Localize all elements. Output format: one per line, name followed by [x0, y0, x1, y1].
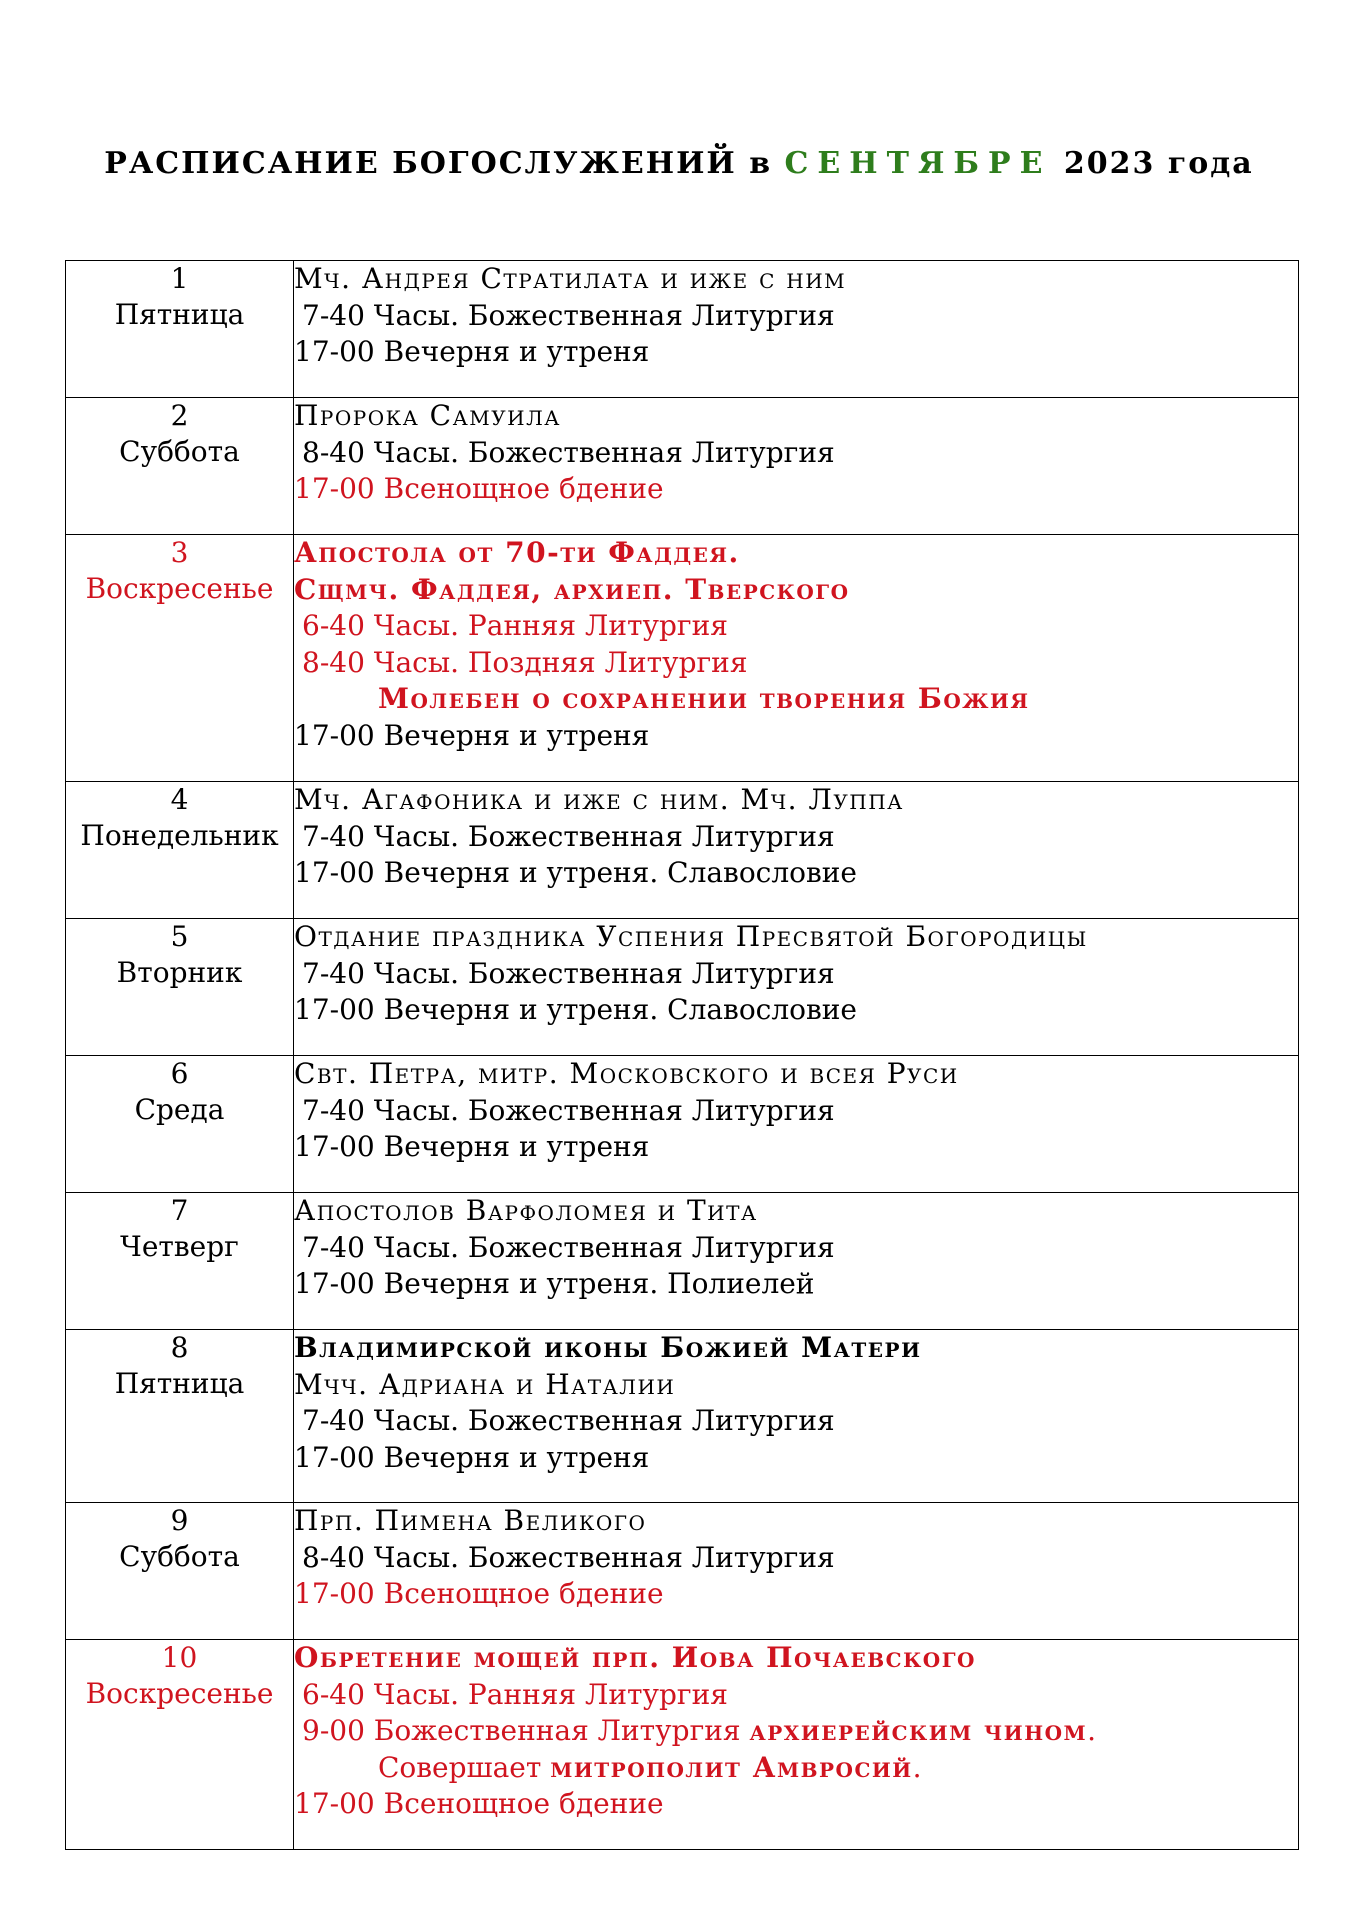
feast-name: Апостола от 70-ти Фаддея.: [294, 536, 740, 569]
title-year: 2023 года: [1063, 146, 1254, 181]
day-number: 6: [170, 1057, 189, 1090]
day-number: 1: [170, 262, 189, 295]
day-cell: [66, 1193, 294, 1330]
feast-name: Обретение мощей прп. Иова Почаевского: [294, 1641, 976, 1674]
services-cell: [294, 919, 1299, 1056]
day-cell: [66, 1056, 294, 1193]
services-cell: [294, 1056, 1299, 1193]
day-cell: [66, 1503, 294, 1640]
day-cell: [66, 535, 294, 782]
feast-name: Молебен о сохранении творения Божия: [378, 682, 1030, 715]
service-line: 7-40 Часы. Божественная Литургия: [302, 298, 835, 332]
weekday: Пятница: [114, 298, 245, 331]
schedule-row: [66, 1193, 1299, 1330]
service-line-part: .: [912, 1750, 922, 1784]
weekday: Пятница: [114, 1367, 245, 1400]
services-cell: [294, 782, 1299, 919]
service-line: 17-00 Вечерня и утреня: [294, 1130, 650, 1163]
schedule-row: [66, 261, 1299, 398]
services-cell: [294, 261, 1299, 398]
service-line-part: .: [1087, 1714, 1097, 1747]
schedule-row: [66, 1503, 1299, 1640]
services-cell: [294, 1503, 1299, 1640]
services-cell: [294, 1330, 1299, 1503]
service-line: 6-40 Часы. Ранняя Литургия: [302, 1677, 728, 1711]
day-number: 5: [170, 920, 189, 953]
feast-name: Отдание праздника Успения Пресвятой Богородицы: [294, 920, 1088, 953]
schedule-row: [66, 782, 1299, 919]
schedule-row: [66, 535, 1299, 782]
weekday: Среда: [134, 1093, 225, 1126]
schedule-row: [66, 919, 1299, 1056]
service-line: 17-00 Вечерня и утреня. Полиелей: [294, 1267, 815, 1300]
day-cell: [66, 1640, 294, 1850]
weekday: Суббота: [119, 435, 240, 468]
day-number: 2: [170, 399, 189, 432]
service-line-part: архиерейским чином: [749, 1714, 1088, 1747]
schedule-row: [66, 398, 1299, 535]
service-line: 17-00 Вечерня и утреня: [294, 335, 650, 368]
day-cell: [66, 782, 294, 919]
day-number: 7: [170, 1194, 189, 1227]
schedule-table: [65, 260, 1299, 1850]
service-line: [294, 1713, 1298, 1750]
service-line: 17-00 Всенощное бдение: [294, 472, 664, 505]
service-line: 8-40 Часы. Поздняя Литургия: [302, 645, 748, 679]
service-line: [294, 1750, 1298, 1787]
service-line: 7-40 Часы. Божественная Литургия: [302, 1230, 835, 1264]
weekday: Суббота: [119, 1540, 240, 1573]
weekday: Понедельник: [80, 819, 279, 852]
day-number: 10: [161, 1641, 198, 1674]
service-line: 17-00 Всенощное бдение: [294, 1787, 664, 1820]
feast-name: Владимирской иконы Божией Матери: [294, 1331, 922, 1364]
service-line: 17-00 Вечерня и утреня: [294, 718, 650, 752]
feast-name: Мч. Агафоника и иже с ним. Мч. Луппа: [294, 783, 904, 816]
weekday: Вторник: [116, 956, 243, 989]
service-line-part: митрополит Амвросий: [550, 1750, 913, 1784]
service-line: 17-00 Всенощное бдение: [294, 1577, 664, 1610]
service-line: 17-00 Вечерня и утреня. Славословие: [294, 856, 857, 889]
page-title: [0, 146, 1358, 181]
day-number: 8: [170, 1331, 189, 1364]
feast-name: Пророка Самуила: [294, 399, 561, 432]
day-cell: [66, 398, 294, 535]
weekday: Воскресенье: [85, 1677, 274, 1710]
service-line: 17-00 Вечерня и утреня: [294, 1440, 650, 1474]
weekday: Воскресенье: [85, 572, 274, 605]
schedule-row: [66, 1640, 1299, 1850]
service-line: 6-40 Часы. Ранняя Литургия: [302, 609, 728, 642]
schedule-row: [66, 1056, 1299, 1193]
service-line: 7-40 Часы. Божественная Литургия: [302, 1404, 835, 1437]
services-cell: [294, 398, 1299, 535]
service-line: 7-40 Часы. Божественная Литургия: [302, 819, 835, 853]
services-cell: [294, 1193, 1299, 1330]
day-number: 4: [170, 783, 189, 816]
schedule-rows: [66, 261, 1299, 1850]
day-cell: [66, 1330, 294, 1503]
feast-name: Свт. Петра, митр. Московского и всея Руси: [294, 1057, 959, 1090]
service-line: 8-40 Часы. Божественная Литургия: [302, 435, 835, 469]
title-month: СЕНТЯБРЕ: [784, 146, 1052, 181]
feast-name: Сщмч. Фаддея, архиеп. Тверского: [294, 572, 850, 606]
service-line: 7-40 Часы. Божественная Литургия: [302, 956, 835, 990]
weekday: Четверг: [120, 1230, 239, 1263]
service-line: 8-40 Часы. Божественная Литургия: [302, 1540, 835, 1574]
feast-name: Мчч. Адриана и Наталии: [294, 1367, 676, 1401]
feast-name: Прп. Пимена Великого: [294, 1504, 647, 1537]
service-line-part: Совершает: [378, 1750, 551, 1784]
day-cell: [66, 919, 294, 1056]
service-line: 7-40 Часы. Божественная Литургия: [302, 1093, 835, 1127]
day-number: 9: [170, 1504, 189, 1537]
title-prefix: РАСПИСАНИЕ БОГОСЛУЖЕНИЙ в: [104, 146, 773, 181]
services-cell: [294, 1640, 1299, 1850]
day-cell: [66, 261, 294, 398]
feast-name: Апостолов Варфоломея и Тита: [294, 1194, 758, 1227]
day-number: 3: [170, 536, 189, 569]
service-line: 17-00 Вечерня и утреня. Славословие: [294, 993, 857, 1026]
schedule-row: [66, 1330, 1299, 1503]
service-line-part: 9-00 Божественная Литургия: [302, 1714, 750, 1747]
feast-name: Мч. Андрея Стратилата и иже с ним: [294, 262, 847, 295]
services-cell: [294, 535, 1299, 782]
